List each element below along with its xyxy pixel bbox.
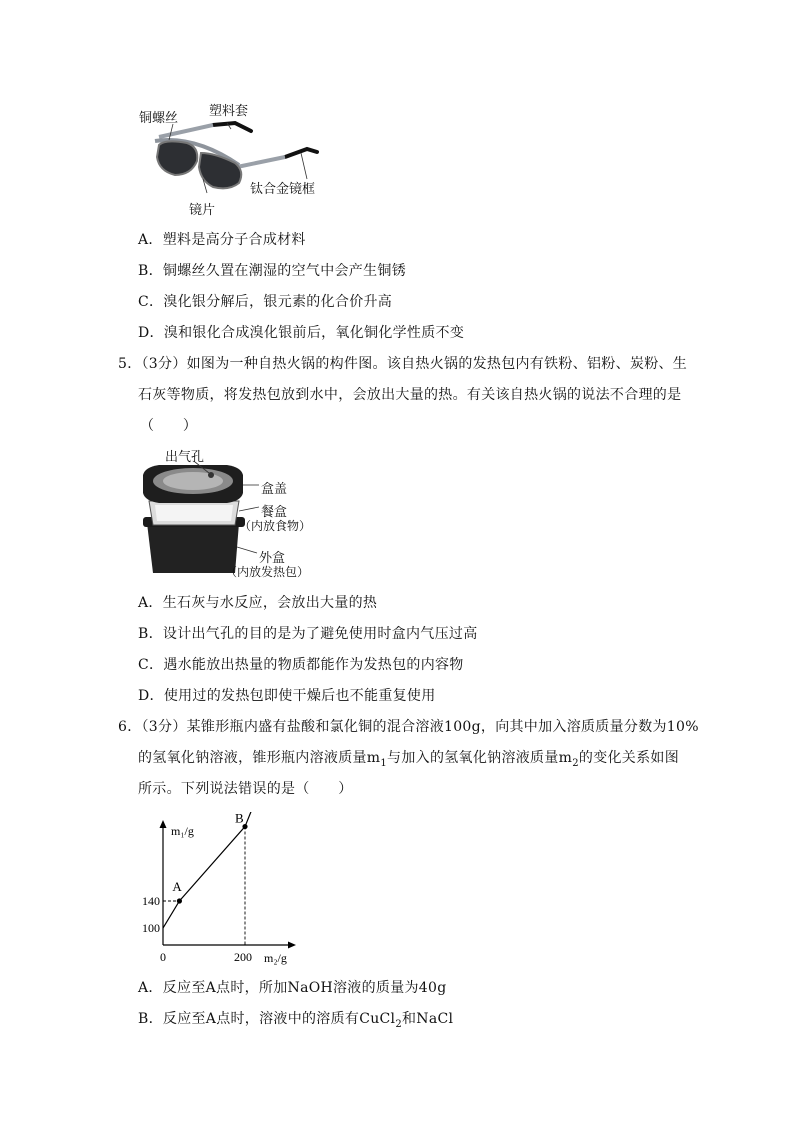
meal-box-label: 餐盒 [261, 505, 288, 520]
option-row [138, 685, 436, 705]
hotpot-figure [135, 445, 335, 580]
option-label: A． [138, 232, 163, 248]
subscript: 2 [572, 757, 579, 769]
option-row [138, 977, 447, 997]
option-label: A． [138, 595, 163, 611]
x-axis-arrow [288, 942, 296, 949]
option-text: 塑料是高分子合成材料 [162, 232, 306, 248]
lid-label: 盒盖 [261, 482, 288, 497]
question-stem [138, 747, 679, 769]
option-text: 生石灰与水反应，会放出大量的热 [162, 595, 378, 611]
y-tick-label: 140 [142, 894, 160, 908]
option-label: C． [138, 294, 164, 310]
hotpot-image [135, 445, 335, 580]
option-text: 溴化银分解后，银元素的化合价升高 [163, 294, 393, 310]
option-text: 铜螺丝久置在潮湿的空气中会产生铜锈 [162, 263, 406, 279]
question-stem: （ ） [140, 418, 198, 434]
option-text: 设计出气孔的目的是为了避免使用时盒内气压过高 [162, 626, 478, 642]
option-row [138, 322, 464, 342]
option-row [138, 654, 464, 674]
y-tick-label: 100 [142, 921, 160, 936]
option-row [138, 623, 478, 643]
y-axis-arrow [160, 820, 167, 828]
stem-text: 的氢氧化钠溶液，锥形瓶内溶液质量m [138, 750, 381, 766]
option-text: 和NaCl [402, 1011, 454, 1027]
lens-label: 镜片 [189, 203, 216, 218]
point-a [177, 898, 182, 903]
x-axis-label: m₂/g [264, 951, 287, 965]
option-text: 反应至A点时，所加NaOH溶液的质量为40g [162, 980, 447, 996]
option-text: 反应至A点时，溶液中的溶质有CuCl [162, 1011, 396, 1027]
meal-box-note: （内放食物） [239, 519, 312, 533]
option-label: A． [138, 980, 163, 996]
option-label: D． [138, 688, 164, 704]
point-label-b: B [235, 812, 244, 826]
subscript: 2 [395, 1018, 402, 1030]
question-stem: 6．（3分）某锥形瓶内盛有盐酸和氯化铜的混合溶液100g，向其中加入溶质质量分数为10% [118, 719, 699, 735]
option-row [138, 229, 306, 249]
plastic-sleeve-label: 塑料套 [209, 104, 249, 119]
option-text: 溴和银化合成溴化银前后，氧化铜化学性质不变 [163, 325, 465, 341]
option-row [138, 291, 392, 311]
stem-text: 与加入的氢氧化钠溶液质量m [387, 750, 573, 766]
question-stem: 所示。下列说法错误的是（ ） [138, 781, 353, 797]
option-label: D． [138, 325, 164, 341]
mass-chart [136, 812, 306, 972]
outer-box-note: （内放发热包） [225, 565, 310, 579]
titanium-frame-label: 钛合金镜框 [250, 182, 316, 197]
option-text: 使用过的发热包即使干燥后也不能重复使用 [163, 688, 436, 704]
question-stem: 石灰等物质，将发热包放到水中，会放出大量的热。有关该自热火锅的说法不合理的是 [138, 387, 682, 403]
outer-box-label: 外盒 [259, 551, 286, 566]
copper-screw-label: 铜螺丝 [139, 111, 179, 126]
x-tick-label: 200 [234, 950, 252, 964]
vent-label: 出气孔 [165, 450, 205, 465]
glasses-figure [135, 95, 335, 220]
option-label: B． [138, 263, 163, 279]
question-stem: 5．（3分）如图为一种自热火锅的构件图。该自热火锅的发热包内有铁粉、铝粉、炭粉、生 [118, 356, 688, 372]
subscript: 1 [380, 757, 388, 769]
origin-label: 0 [160, 950, 166, 964]
option-label: B． [138, 626, 163, 642]
option-row [138, 260, 406, 280]
option-label: C． [138, 657, 164, 673]
stem-text: 的变化关系如图 [578, 750, 680, 766]
option-label: B． [138, 1011, 163, 1027]
point-label-a: A [172, 879, 182, 894]
option-text: 遇水能放出热量的物质都能作为发热包的内容物 [163, 657, 464, 673]
option-row [138, 1008, 453, 1030]
option-row [138, 592, 377, 612]
y-axis-label: m₁/g [171, 824, 194, 838]
